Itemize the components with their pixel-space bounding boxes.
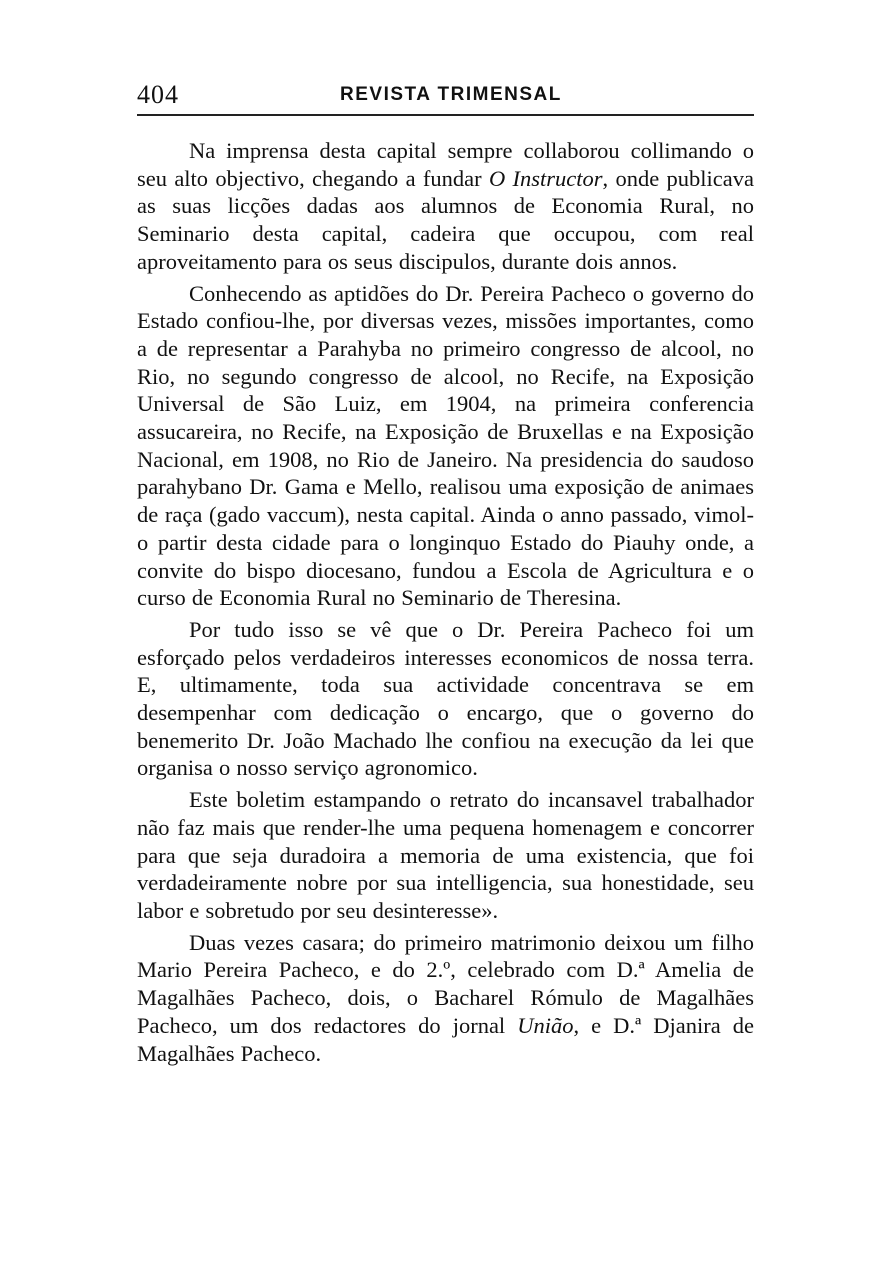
paragraph-text: Por tudo isso se vê que o Dr. Pereira Pacheco foi um esforçado pelos verdadeiros interesses economicos de nossa terra. E, ultimamente, toda sua actividade concentrava se em desempenhar com dedicação o encargo, que o governo do benemerito Dr. João Machado lhe confiou na execução da lei que organisa o nosso serviço agronomico. <box>137 616 754 781</box>
paragraph-text: Na imprensa desta capital sempre collaborou collimando o seu alto objectivo, chegando a fundar <box>137 138 754 191</box>
paragraph <box>137 137 754 276</box>
page-header <box>137 78 754 116</box>
page-number: 404 <box>137 80 179 109</box>
paragraph-text: Conhecendo as aptidões do Dr. Pereira Pacheco o governo do Estado confiou-lhe, por diversas vezes, missões importantes, como a de representar a Parahyba no primeiro congresso de alcool, no Rio, no segundo congresso de alcool, no Recife, na Exposição Universal de São Luiz, em 1904, na primeira conferencia assucareira, no Recife, na Exposição de Bruxellas e na Exposição Nacional, em 1908, no Rio de Janeiro. Na presidencia do saudoso parahybano Dr. Gama e Mello, realisou uma exposição de animaes de raça (gado vaccum), nesta capital. Ainda o anno passado, vimol-o partir desta cidade para o longinquo Estado do Piauhy onde, a convite do bispo diocesano, fundou a Escola de Agricultura e o curso de Economia Rural no Seminario de Theresina. <box>137 280 754 611</box>
paragraph-text: Este boletim estampando o retrato do incansavel trabalhador não faz mais que render-lhe uma pequena homenagem e concorrer para que seja duradoira a memoria de uma existencia, que foi verdadeiramente nobre por sua intelligencia, sua honestidade, seu labor e sobretudo por seu desinteresse». <box>137 787 754 923</box>
body-text <box>137 137 754 1067</box>
paragraph-text: , e D.ª Djanira de Magalhães Pacheco. <box>137 1012 754 1066</box>
paragraph <box>137 786 754 925</box>
paragraph <box>137 929 754 1068</box>
running-title: REVISTA TRIMENSAL <box>340 84 562 105</box>
italic-title: O Instructor <box>488 165 603 191</box>
paragraph <box>137 280 754 612</box>
italic-title: União <box>517 1012 574 1038</box>
paragraph <box>137 616 754 782</box>
paragraph-text: Duas vezes casara; do primeiro matrimonio deixou um filho Mario Pereira Pacheco, e do 2.º, celebrado com D.ª Amelia de Magalhães Pacheco, dois, o Bacharel Rómulo de Magalhães Pacheco, um dos redactores do jornal <box>137 929 754 1038</box>
paragraph-text: , onde publicava as suas licções dadas aos alumnos de Economia Rural, no Seminario desta capital, cadeira que occupou, com real aproveitamento para os seus discipulos, durante dois annos. <box>137 165 755 274</box>
